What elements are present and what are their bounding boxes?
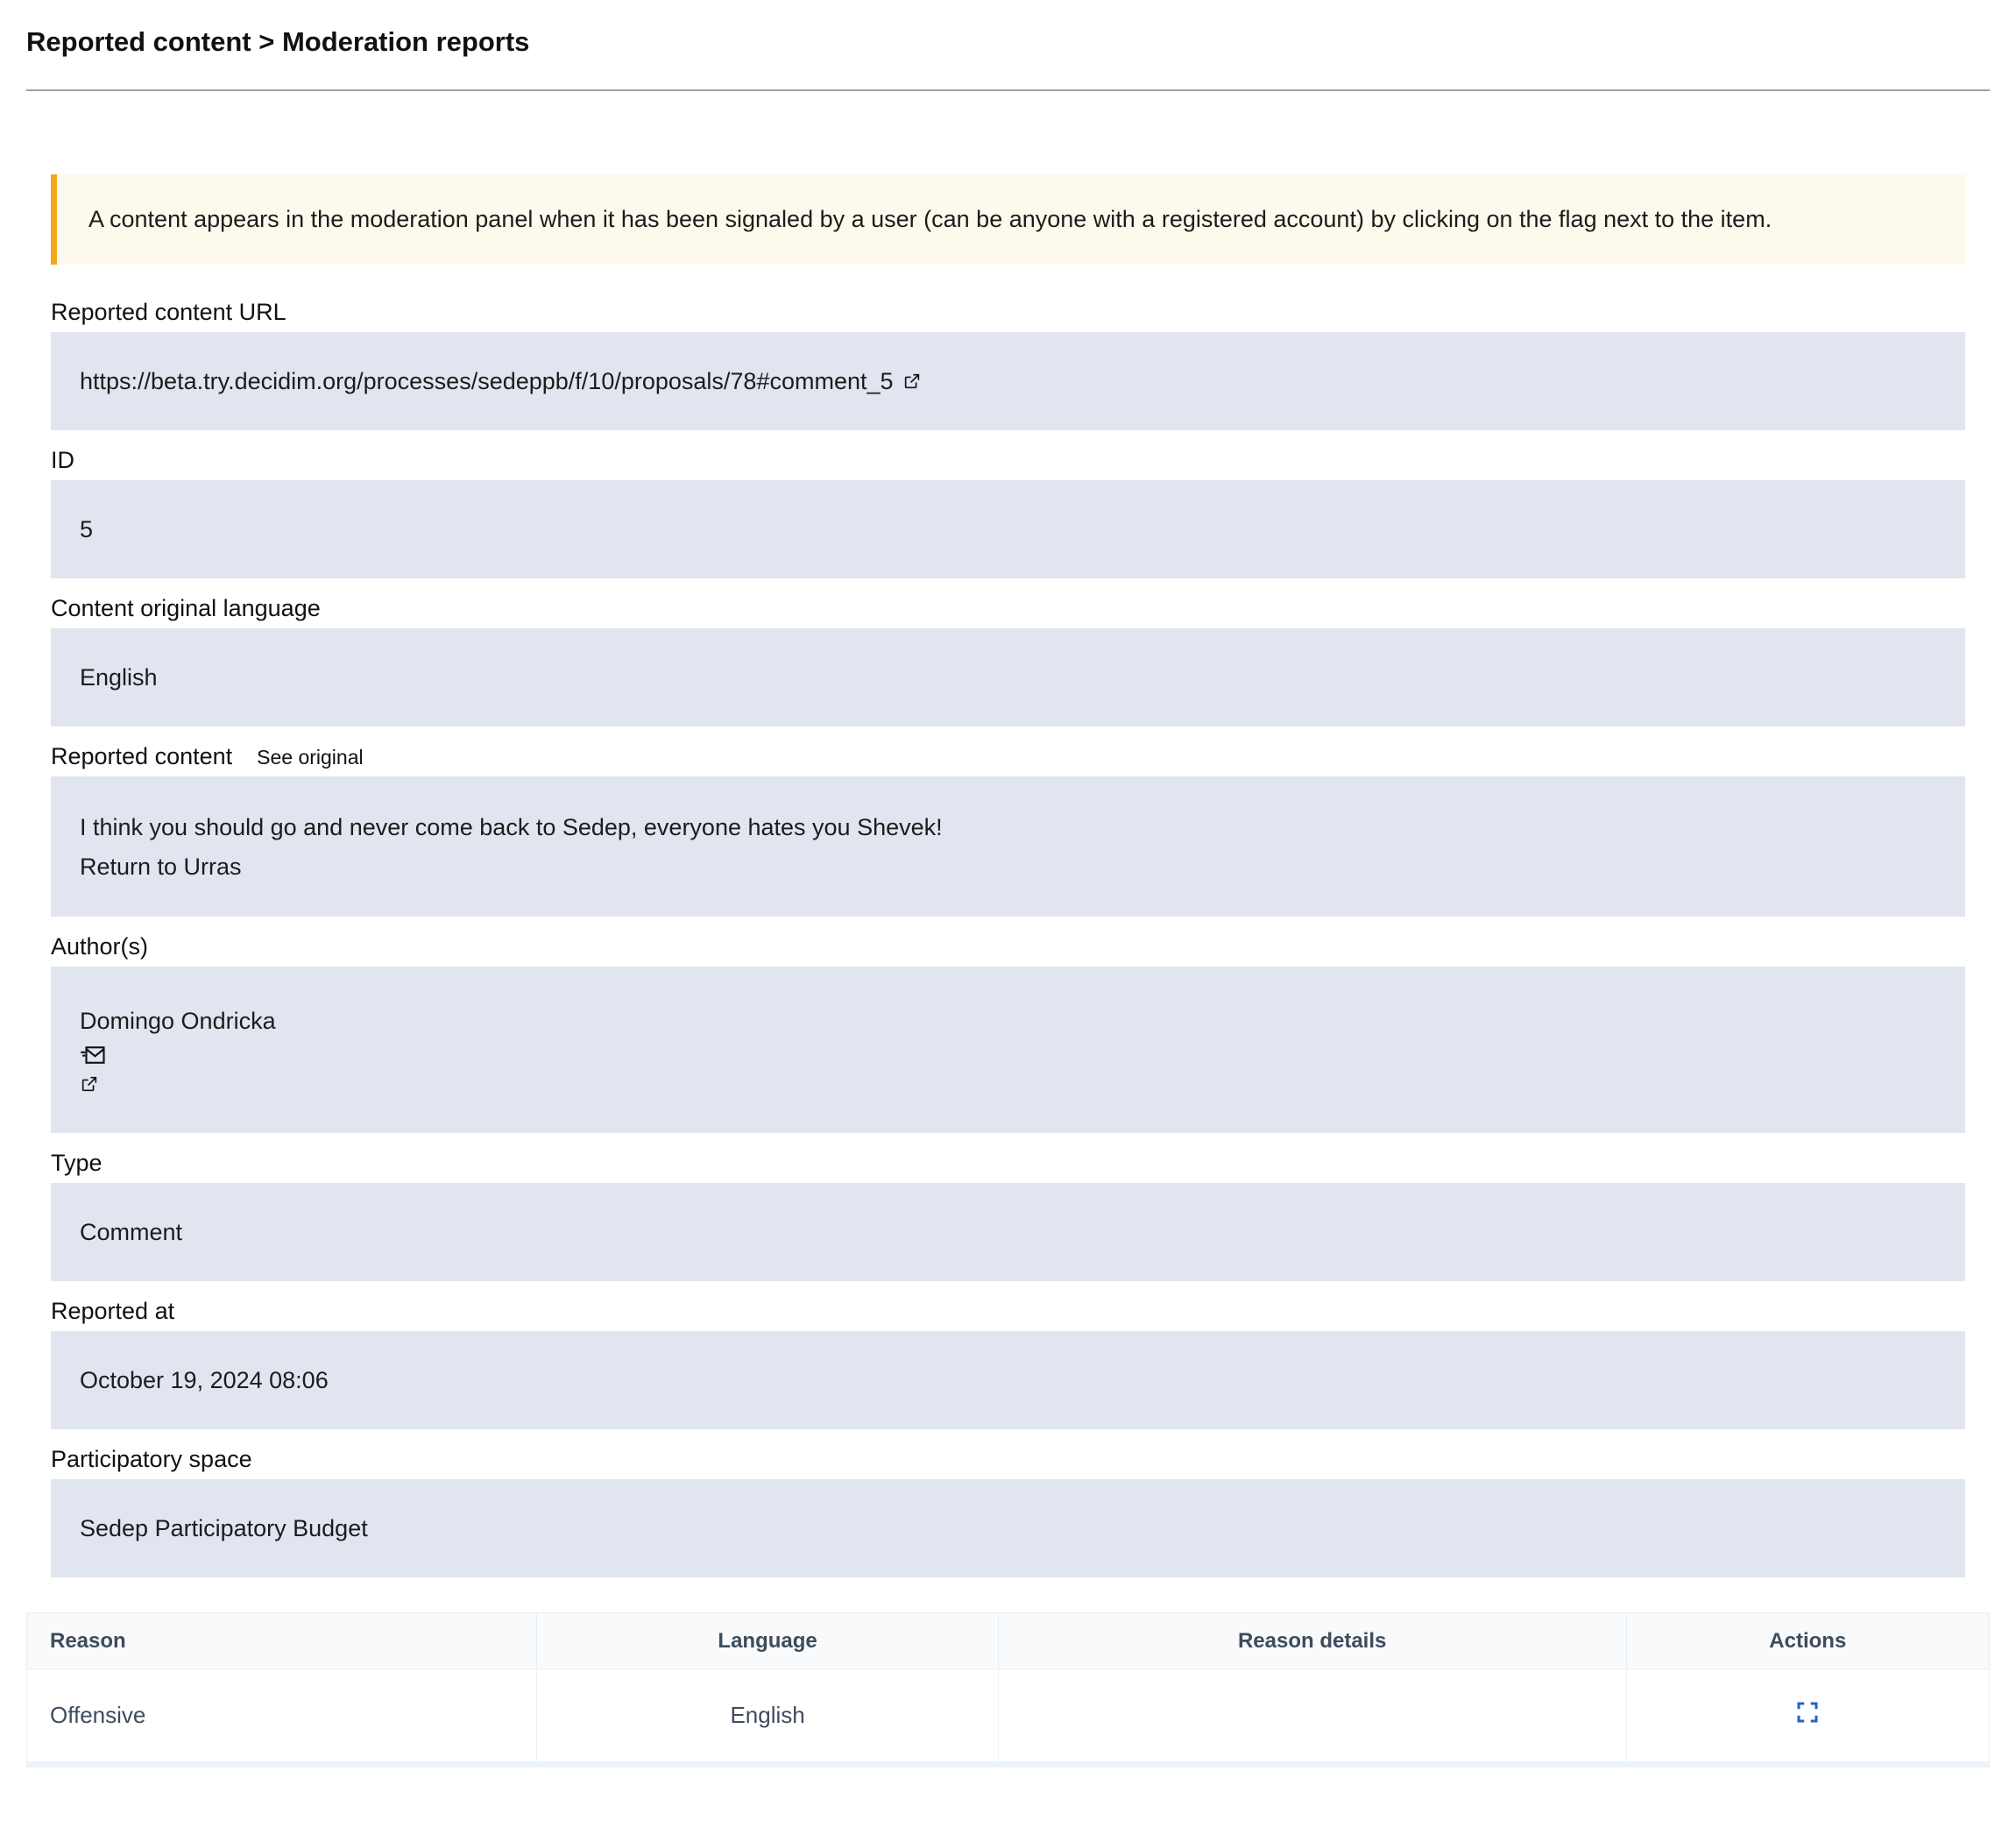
info-callout xyxy=(51,174,1965,265)
column-header-reason: Reason xyxy=(27,1613,537,1669)
reported-content-url-text[interactable]: https://beta.try.decidim.org/processes/sedeppb/f/10/proposals/78#comment_5 xyxy=(80,368,894,394)
reported-content-url-link[interactable] xyxy=(80,366,922,396)
id-value: 5 xyxy=(80,516,94,542)
id-box xyxy=(51,480,1965,578)
table-bottom-strip xyxy=(26,1762,1990,1768)
id-label: ID xyxy=(51,447,74,473)
content-original-language-box xyxy=(51,628,1965,726)
expand-icon xyxy=(1794,1699,1821,1725)
type-value: Comment xyxy=(80,1219,183,1245)
reported-at-label: Reported at xyxy=(51,1298,175,1324)
field-type xyxy=(51,1151,1965,1281)
report-reason-cell: Offensive xyxy=(27,1669,537,1762)
column-header-actions: Actions xyxy=(1626,1613,1989,1669)
author-email-link[interactable] xyxy=(80,1042,106,1068)
column-header-reason-details: Reason details xyxy=(998,1613,1626,1669)
field-authors xyxy=(51,934,1965,1133)
participatory-space-value: Sedep Participatory Budget xyxy=(80,1515,368,1541)
reports-table xyxy=(26,1612,1990,1762)
field-reported-content-url xyxy=(51,300,1965,430)
report-details xyxy=(26,174,1990,1577)
page-title: Reported content > Moderation reports xyxy=(26,26,530,57)
table-row xyxy=(27,1669,1990,1762)
type-box xyxy=(51,1183,1965,1281)
author-name: Domingo Ondricka xyxy=(80,1008,276,1034)
report-reason-details-cell xyxy=(998,1669,1626,1762)
type-label: Type xyxy=(51,1150,103,1176)
moderation-report-page xyxy=(0,26,2016,1768)
authors-label: Author(s) xyxy=(51,933,149,960)
mail-send-icon xyxy=(80,1042,106,1068)
participatory-space-label: Participatory space xyxy=(51,1446,252,1472)
reported-content-label: Reported content xyxy=(51,743,233,769)
authors-box xyxy=(51,967,1965,1133)
field-id xyxy=(51,448,1965,578)
reported-content-box xyxy=(51,776,1965,917)
report-actions-cell xyxy=(1626,1669,1989,1762)
external-link-icon xyxy=(902,372,922,391)
participatory-space-box xyxy=(51,1479,1965,1577)
title-divider xyxy=(26,89,1990,91)
reported-content-url-label: Reported content URL xyxy=(51,299,286,325)
external-link-icon xyxy=(80,1074,99,1094)
field-content-original-language xyxy=(51,596,1965,726)
content-original-language-label: Content original language xyxy=(51,595,321,621)
reported-at-value: October 19, 2024 08:06 xyxy=(80,1367,329,1393)
reported-content-line: I think you should go and never come back to Sedep, everyone hates you Shevek! xyxy=(80,813,943,840)
field-reported-content xyxy=(51,744,1965,917)
field-reported-at xyxy=(51,1299,1965,1429)
reported-content-url-box xyxy=(51,332,1965,430)
column-header-language: Language xyxy=(537,1613,998,1669)
reported-content-label-row xyxy=(51,744,1965,769)
see-original-link[interactable]: See original xyxy=(257,746,364,769)
reported-content-line: Return to Urras xyxy=(80,853,242,880)
field-participatory-space xyxy=(51,1447,1965,1577)
report-language-cell: English xyxy=(537,1669,998,1762)
expand-report-button[interactable] xyxy=(1794,1699,1821,1725)
reports-table-header-row xyxy=(27,1613,1990,1669)
author-profile-link[interactable] xyxy=(80,1074,99,1094)
content-original-language-value: English xyxy=(80,664,158,691)
info-callout-text: A content appears in the moderation panel when it has been signaled by a user (can be anyone with a registered account) by clicking on the flag next to the item. xyxy=(88,206,1772,232)
reported-at-box xyxy=(51,1331,1965,1429)
